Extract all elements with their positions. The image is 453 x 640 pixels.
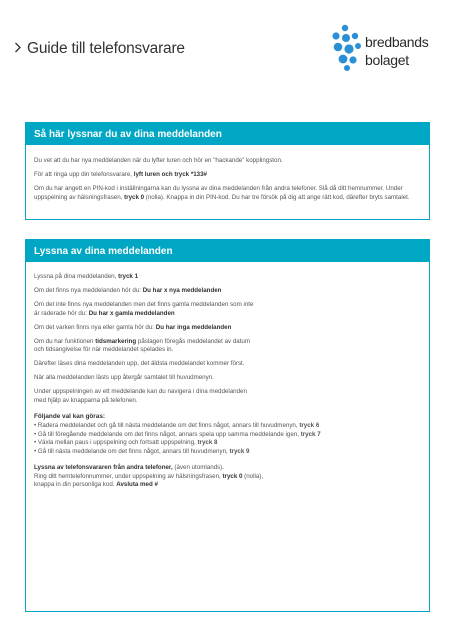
paragraph-bold: lyft luren och tryck *133# (133, 171, 207, 178)
paragraph (34, 388, 421, 405)
options-list (34, 422, 421, 456)
section-listen-instructions (25, 122, 430, 220)
paragraph-text: Om det inte finns nya meddelanden men det finns gamla meddelanden som inte (34, 301, 254, 308)
page-header (0, 0, 453, 90)
paragraph (34, 301, 421, 318)
section-listen-messages (25, 239, 430, 612)
list-item (34, 439, 421, 448)
paragraph (34, 324, 421, 333)
paragraph (34, 273, 421, 282)
paragraph (34, 287, 421, 296)
list-item-text: Radera meddelandet och gå till nästa meddelande om det finns något, annars till huvudmenyn, (37, 422, 300, 429)
paragraph (34, 185, 421, 202)
paragraph-bold: tidsmarkering (95, 337, 137, 345)
list-item-text: Gå till nästa meddelande om det finns något, annars till huvudmenyn, (37, 447, 230, 455)
section-body (26, 145, 429, 202)
paragraph (34, 464, 421, 490)
section-heading: Så här lyssnar du av dina meddelanden (26, 123, 429, 145)
paragraph-text: Om du har funktionen (34, 337, 96, 345)
logo-text-line2: bolaget (365, 52, 409, 68)
paragraph-text: Ring ditt hemtelefonnummer, under uppspelning av hälsningsfrasen, (34, 472, 223, 480)
paragraph: Därefter läses dina meddelanden upp, det äldsta meddelandet kommer först. (34, 360, 245, 367)
paragraph-text: För att ringa upp din telefonsvarare, (34, 171, 134, 178)
logo-text-line1: bredbands (365, 34, 429, 50)
chevron-right-icon (14, 40, 22, 58)
paragraph-bold: tryck 0 (124, 193, 145, 201)
paragraph-text: Under uppspelningen av ett meddelande kan du navigera i dina meddelanden (34, 388, 247, 395)
paragraph-text: Lyssna på dina meddelanden, (34, 273, 119, 280)
page-title (14, 40, 185, 58)
logo-dots-icon (325, 22, 363, 72)
paragraph-bold: Lyssna av telefonsvararen från andra telefoner, (34, 464, 173, 471)
section-body (26, 262, 429, 490)
paragraph-bold: Du har x nya meddelanden (142, 287, 222, 294)
paragraph-text: Om det finns nya meddelanden hör du: (34, 287, 143, 294)
paragraph: När alla meddelanden lästs upp återgår samtalet till huvudmenyn. (34, 374, 214, 381)
list-item (34, 448, 421, 457)
page-title-text: Guide till telefonsvarare (27, 40, 185, 57)
paragraph-bold: Du har x gamla meddelanden (88, 309, 175, 317)
paragraph-text: Om det varken finns nya eller gamla hör du: (34, 323, 156, 331)
list-item-bold: tryck 6 (299, 422, 320, 429)
paragraph-text: (nolla), (242, 472, 264, 480)
paragraph: Du vet att du har nya meddelanden när du lyfter luren och hör en "hackande" kopplingston. (34, 157, 283, 164)
paragraph-bold: Du har inga meddelanden (155, 323, 232, 331)
paragraph (34, 171, 421, 180)
list-item-bold: tryck 8 (197, 439, 218, 446)
list-item-bold: tryck 7 (300, 430, 321, 438)
paragraph-bold: tryck 1 (118, 273, 139, 280)
list-item-text: Gå till föregående meddelande om det finns något, annars spela upp samma meddelande igen, (37, 430, 301, 438)
bredbandsbolaget-logo (325, 20, 440, 80)
paragraph-text: påslagen föregås meddelandet av datum (136, 337, 251, 345)
list-item-bold: tryck 9 (229, 447, 250, 455)
paragraph-text: (även utomlands). (172, 464, 224, 471)
paragraph (34, 338, 421, 355)
paragraph-text: är raderade hör du: (34, 309, 89, 317)
paragraph-text: knappa in din personliga kod. (34, 481, 117, 488)
paragraph-text: Om du har angett en PIN-kod i inställningarna kan du lyssna av dina meddelanden från andra telefoner. Slå då ditt hemnummer. Under uppspelning av hälsningsfrasen, (34, 185, 403, 201)
paragraph-bold: Avsluta med # (116, 481, 158, 488)
list-item-text: Växla mellan paus i uppspelning och fortsatt uppspelning, (37, 439, 198, 446)
sub-heading: Följande val kan göras: (34, 413, 106, 420)
paragraph-bold: tryck 0 (222, 472, 243, 480)
section-heading: Lyssna av dina meddelanden (26, 240, 429, 262)
paragraph-text: (nolla). Knappa in din PIN-kod. Du har tre försök på dig att ange rätt kod, därefter bryts samtalet. (144, 193, 410, 201)
paragraph-text: och tidsangivelse för när meddelandet spelades in. (34, 346, 174, 353)
paragraph-text: med hjälp av knapparna på telefonen. (34, 396, 138, 404)
list-item (34, 422, 421, 431)
list-item (34, 431, 421, 440)
